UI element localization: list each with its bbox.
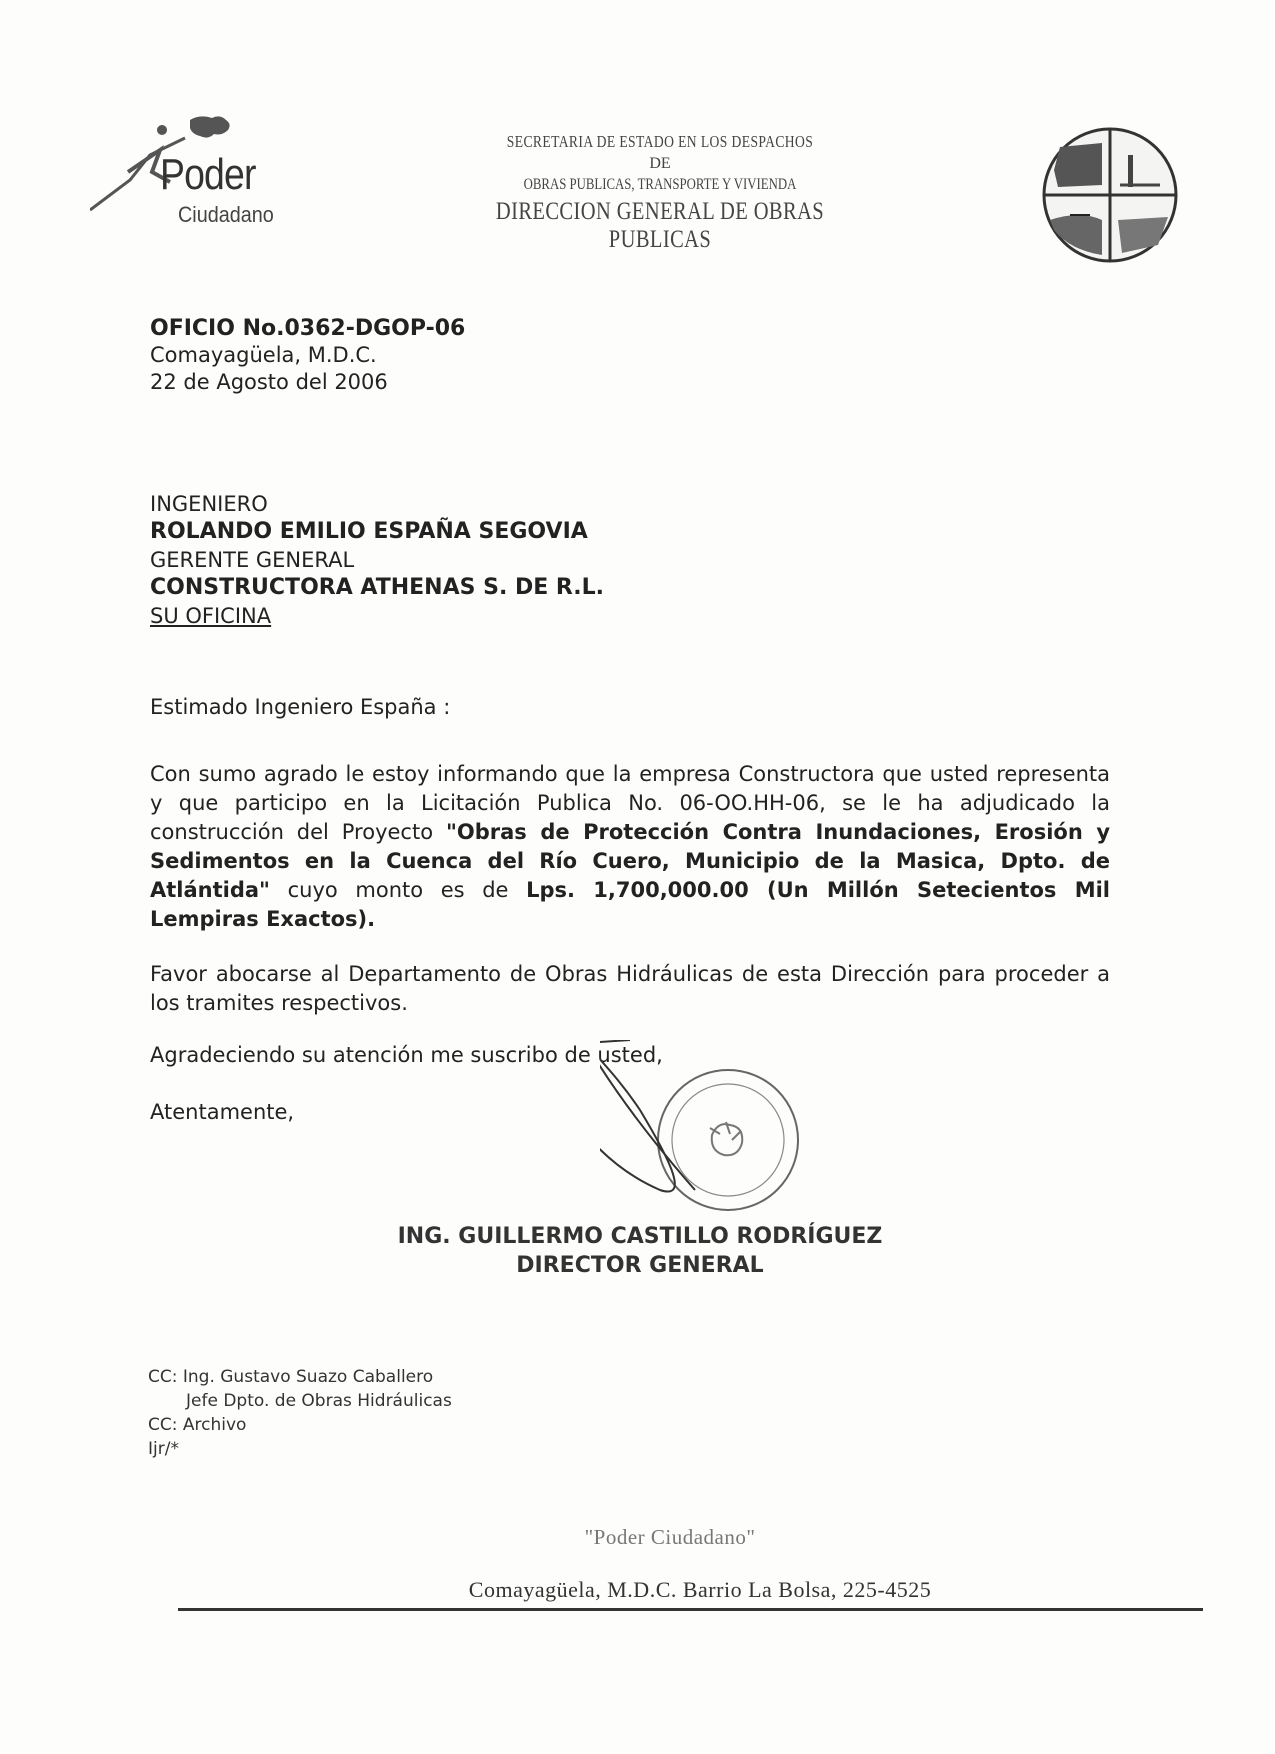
typist-initials: Ijr/*	[148, 1439, 179, 1459]
cc-line-1: CC: Ing. Gustavo Suazo Caballero	[148, 1367, 434, 1387]
cc-line-2: Jefe Dpto. de Obras Hidráulicas	[186, 1391, 452, 1411]
contract-amount: Lps. 1,700,000.00 (Un Millón Setecientos Mil Lempiras Exactos).	[150, 878, 1110, 931]
paragraph-award-middle: cuyo monto es de	[270, 878, 527, 902]
paragraph-award-intro: Con sumo agrado le estoy informando que la empresa Constructora que usted representa y que participo en la Licitación Publica No. 06-OO.HH-06, se le ha adjudicado la construcción del Proyecto	[150, 762, 1110, 844]
ministry-emblem-icon	[1040, 125, 1180, 265]
office-number: OFICIO No.0362-DGOP-06	[150, 316, 466, 341]
addressee-position: GERENTE GENERAL	[150, 548, 355, 572]
closing: Atentamente,	[150, 1100, 295, 1124]
place: Comayagüela, M.D.C.	[150, 343, 377, 367]
letterhead	[400, 132, 920, 254]
official-seal-stamp	[600, 1040, 810, 1240]
poder-ciudadano-logo	[90, 110, 310, 240]
footer-address: Comayagüela, M.D.C. Barrio La Bolsa, 225-4525	[468, 1577, 932, 1602]
paragraph-award	[150, 760, 1110, 934]
addressee-name: ROLANDO EMILIO ESPAÑA SEGOVIA	[150, 519, 588, 544]
letterhead-line-1: SECRETARIA DE ESTADO EN LOS DESPACHOS	[506, 132, 814, 151]
logo-subtitle: Ciudadano	[178, 202, 274, 227]
letterhead-line-4: DIRECCION GENERAL DE OBRAS PUBLICAS	[495, 198, 825, 253]
footer-motto: "Poder Ciudadano"	[584, 1525, 756, 1549]
addressee-location: SU OFICINA	[150, 604, 272, 628]
addressee-block	[150, 490, 604, 630]
signatory-title: DIRECTOR GENERAL	[516, 1253, 764, 1278]
thanks-line: Agradeciendo su atención me suscribo de usted,	[150, 1043, 663, 1067]
copies-block	[148, 1365, 452, 1461]
letterhead-line-3: OBRAS PUBLICAS, TRANSPORTE Y VIVIENDA	[523, 176, 797, 193]
greeting: Estimado Ingeniero España :	[150, 695, 451, 719]
letterhead-line-2: DE	[649, 155, 671, 172]
date: 22 de Agosto del 2006	[150, 370, 388, 394]
signature-block	[340, 1222, 940, 1280]
signatory-name: ING. GUILLERMO CASTILLO RODRÍGUEZ	[397, 1224, 883, 1249]
addressee-title: INGENIERO	[150, 492, 268, 516]
logo-word: Poder	[160, 150, 256, 199]
reference-block	[150, 315, 465, 396]
cc-line-3: CC: Archivo	[148, 1415, 247, 1435]
addressee-company: CONSTRUCTORA ATHENAS S. DE R.L.	[150, 575, 604, 600]
project-name: "Obras de Protección Contra Inundaciones, Erosión y Sedimentos en la Cuenca del Río Cuero, Municipio de la Masica, Dpto. de Atlántida"	[150, 820, 1111, 902]
footer-rule	[178, 1608, 1203, 1611]
paragraph-instructions: Favor abocarse al Departamento de Obras Hidráulicas de esta Dirección para proceder a los tramites respectivos.	[150, 962, 1110, 1015]
